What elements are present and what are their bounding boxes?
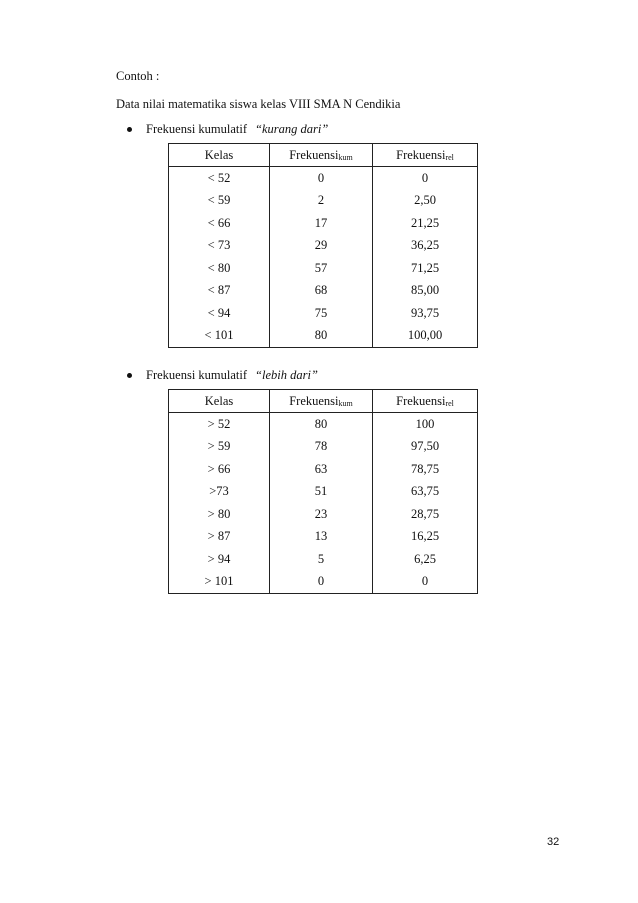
cell-frekuensi-rel: 21,25	[373, 212, 478, 235]
table-lebih-dari	[168, 389, 478, 594]
cell-frekuensi-kum: 63	[270, 458, 373, 481]
table-row	[169, 325, 478, 348]
cell-frekuensi-kum: 0	[270, 571, 373, 594]
table-row	[169, 413, 478, 436]
cell-kelas: > 94	[169, 548, 270, 571]
bullet-italic-term: “kurang dari”	[255, 122, 329, 136]
table-row	[169, 302, 478, 325]
cell-frekuensi-rel: 0	[373, 571, 478, 594]
example-label: Contoh :	[116, 69, 160, 83]
cell-kelas: < 59	[169, 190, 270, 213]
cell-frekuensi-rel: 16,25	[373, 526, 478, 549]
cell-frekuensi-kum: 29	[270, 235, 373, 258]
cell-frekuensi-rel: 36,25	[373, 235, 478, 258]
cell-frekuensi-rel: 85,00	[373, 280, 478, 303]
table-row	[169, 571, 478, 594]
header-frekuensi-kum	[270, 144, 373, 167]
table-row	[169, 548, 478, 571]
cell-frekuensi-rel: 100	[373, 413, 478, 436]
header-label: Frekuensi	[396, 147, 446, 162]
cell-kelas: >73	[169, 481, 270, 504]
cell-frekuensi-rel: 78,75	[373, 458, 478, 481]
header-subscript: kum	[338, 152, 353, 162]
cell-kelas: > 59	[169, 436, 270, 459]
cell-kelas: > 87	[169, 526, 270, 549]
bullet-italic-term: “lebih dari”	[255, 368, 318, 382]
table-row	[169, 481, 478, 504]
cell-frekuensi-rel: 71,25	[373, 257, 478, 280]
cell-frekuensi-rel: 100,00	[373, 325, 478, 348]
cell-kelas: > 101	[169, 571, 270, 594]
cell-frekuensi-rel: 28,75	[373, 503, 478, 526]
table-row	[169, 280, 478, 303]
header-label: Frekuensi	[289, 393, 339, 408]
bullet-lebih-dari	[127, 368, 318, 383]
table-row	[169, 167, 478, 190]
table-row	[169, 436, 478, 459]
cell-frekuensi-kum: 68	[270, 280, 373, 303]
header-kelas: Kelas	[169, 390, 270, 413]
cell-kelas: < 73	[169, 235, 270, 258]
bullet-kurang-dari	[127, 122, 328, 137]
cell-frekuensi-rel: 93,75	[373, 302, 478, 325]
cell-frekuensi-kum: 5	[270, 548, 373, 571]
header-subscript: rel	[445, 152, 454, 162]
cell-frekuensi-kum: 51	[270, 481, 373, 504]
header-kelas: Kelas	[169, 144, 270, 167]
page-number: 32	[547, 836, 560, 848]
cell-frekuensi-rel: 2,50	[373, 190, 478, 213]
table-header-row	[169, 144, 478, 167]
table-row	[169, 257, 478, 280]
cell-kelas: < 101	[169, 325, 270, 348]
bullet-icon	[127, 373, 132, 378]
cell-frekuensi-kum: 75	[270, 302, 373, 325]
cell-frekuensi-kum: 78	[270, 436, 373, 459]
table-kurang-dari	[168, 143, 478, 348]
table-row	[169, 458, 478, 481]
bullet-label: Frekuensi kumulatif	[146, 368, 248, 382]
bullet-label: Frekuensi kumulatif	[146, 122, 248, 136]
cell-frekuensi-rel: 6,25	[373, 548, 478, 571]
cell-frekuensi-kum: 17	[270, 212, 373, 235]
cell-frekuensi-kum: 80	[270, 413, 373, 436]
cell-kelas: > 80	[169, 503, 270, 526]
header-subscript: rel	[445, 398, 454, 408]
header-label: Frekuensi	[289, 147, 339, 162]
header-frekuensi-rel	[373, 144, 478, 167]
header-subscript: kum	[338, 398, 353, 408]
table-row	[169, 190, 478, 213]
cell-frekuensi-kum: 0	[270, 167, 373, 190]
cell-kelas: < 94	[169, 302, 270, 325]
header-label: Frekuensi	[396, 393, 446, 408]
intro-text: Data nilai matematika siswa kelas VIII SMA N Cendikia	[116, 97, 401, 111]
cell-frekuensi-rel: 97,50	[373, 436, 478, 459]
cell-frekuensi-kum: 2	[270, 190, 373, 213]
cell-kelas: > 52	[169, 413, 270, 436]
header-frekuensi-rel	[373, 390, 478, 413]
cell-frekuensi-rel: 0	[373, 167, 478, 190]
cell-kelas: < 66	[169, 212, 270, 235]
table-row	[169, 235, 478, 258]
table-row	[169, 503, 478, 526]
bullet-icon	[127, 127, 132, 132]
table-row	[169, 212, 478, 235]
cell-frekuensi-kum: 13	[270, 526, 373, 549]
table-header-row	[169, 390, 478, 413]
cell-kelas: > 66	[169, 458, 270, 481]
cell-frekuensi-kum: 57	[270, 257, 373, 280]
cell-frekuensi-kum: 80	[270, 325, 373, 348]
table-row	[169, 526, 478, 549]
cell-kelas: < 87	[169, 280, 270, 303]
cell-kelas: < 80	[169, 257, 270, 280]
cell-kelas: < 52	[169, 167, 270, 190]
cell-frekuensi-kum: 23	[270, 503, 373, 526]
header-frekuensi-kum	[270, 390, 373, 413]
cell-frekuensi-rel: 63,75	[373, 481, 478, 504]
